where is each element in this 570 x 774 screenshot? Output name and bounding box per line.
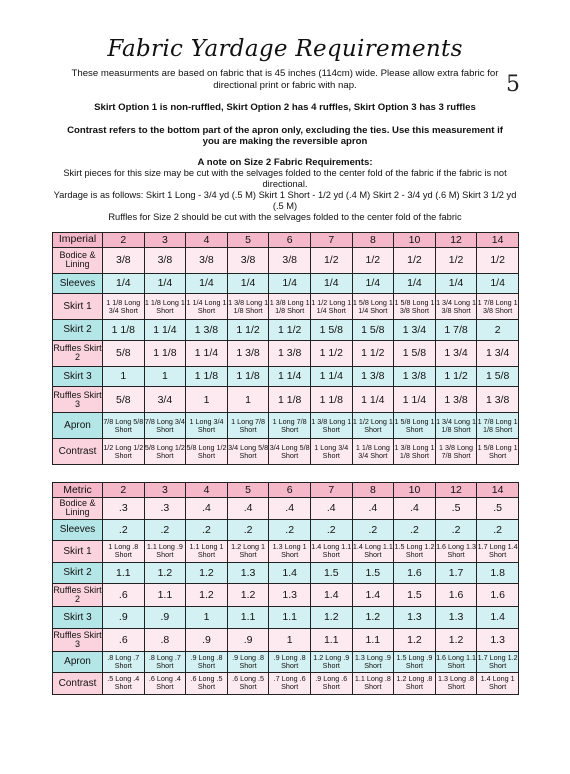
table-cell: 1 3/8 [435, 387, 477, 413]
table-cell: 1 7/8 [435, 320, 477, 341]
row-label: Ruffles Skirt 2 [53, 584, 103, 607]
table-cell: 1.1 [227, 607, 269, 629]
table-cell: 1.7 [435, 562, 477, 584]
table-cell: 3/8 [144, 247, 186, 273]
table-row [53, 519, 519, 541]
table-cell: 1.3 [394, 607, 436, 629]
table-cell: 1 3/8 [394, 366, 436, 387]
table-cell: .2 [144, 519, 186, 541]
table-cell: 1/4 [352, 273, 394, 294]
table-cell: 1.6 [435, 584, 477, 607]
table-cell: .5 [477, 498, 519, 520]
table-cell: 1 5/8 [352, 320, 394, 341]
table-cell: 1/4 [394, 273, 436, 294]
table-cell: 5/8 Long 1/2 Short [186, 439, 228, 465]
table-cell: .2 [227, 519, 269, 541]
table-cell: .2 [435, 519, 477, 541]
table-cell: 3/8 [227, 247, 269, 273]
table-cell: 1 3/8 Long 1 1/8 Short [227, 294, 269, 320]
table-cell: .2 [103, 519, 145, 541]
table-cell: 1 3/8 [352, 366, 394, 387]
size2-note-line3: Ruffles for Size 2 should be cut with the selvages folded to the center fold of the fabric [108, 211, 462, 222]
size-header: 4 [186, 483, 228, 498]
table-cell: 1 3/8 [186, 320, 228, 341]
table-row [53, 628, 519, 651]
table-cell: 3/4 Long 5/8 Short [269, 439, 311, 465]
table-cell: 1 3/8 Long 7/8 Short [435, 439, 477, 465]
table-cell: 2 [477, 320, 519, 341]
table-cell: 1.2 [435, 628, 477, 651]
table-cell: .9 Long .8 Short [186, 651, 228, 673]
table-cell: 1 1/4 Long 1 Short [186, 294, 228, 320]
table-cell: .8 [144, 628, 186, 651]
table-cell: 1 5/8 [394, 340, 436, 366]
table-cell: 1.7 Long 1.2 Short [477, 651, 519, 673]
table-cell: 1 1/8 [144, 340, 186, 366]
table-cell: 1 [269, 628, 311, 651]
table-cell: 3/4 Long 5/8 Short [227, 439, 269, 465]
table-cell: 1.3 [477, 628, 519, 651]
table-cell: 1 Long 3/4 Short [186, 413, 228, 439]
table-cell: 3/4 [144, 387, 186, 413]
table-cell: 1 Long 7/8 Short [269, 413, 311, 439]
table-cell: 1.2 Long .9 Short [310, 651, 352, 673]
row-label: Skirt 1 [53, 541, 103, 563]
table-cell: 1 1/8 [103, 320, 145, 341]
table-row [53, 294, 519, 320]
table-cell: .7 Long .6 Short [269, 673, 311, 695]
table-cell: 5/8 [103, 387, 145, 413]
size-header: 3 [144, 232, 186, 247]
table-cell: 1 [186, 387, 228, 413]
table-cell: 1 3/8 [477, 387, 519, 413]
row-label: Skirt 2 [53, 320, 103, 341]
table-cell: 1/4 [269, 273, 311, 294]
table-cell: 1 [103, 366, 145, 387]
metric-table [52, 482, 519, 695]
table-cell: 1 1/8 [227, 366, 269, 387]
table-cell: 1 1/2 [352, 340, 394, 366]
table-cell: 5/8 Long 1/2 Short [144, 439, 186, 465]
row-label: Bodice & Lining [53, 247, 103, 273]
table-cell: 1.5 Long 1.2 Short [394, 541, 436, 563]
table-cell: 1.8 [477, 562, 519, 584]
size2-note-line2: Yardage is as follows: Skirt 1 Long - 3/4 yd (.5 M) Skirt 1 Short - 1/2 yd (.4 M) Skirt 2 - 3/4 yd (.6 M) Skirt 3 1/2 yd (.5 M) [53, 189, 517, 211]
table-cell: 1/2 [477, 247, 519, 273]
row-label: Skirt 3 [53, 607, 103, 629]
header-row [53, 483, 519, 498]
table-cell: 1.1 [310, 628, 352, 651]
table-cell: .4 [310, 498, 352, 520]
table-cell: 1 [144, 366, 186, 387]
unit-header: Imperial [53, 232, 103, 247]
table-cell: 7/8 Long 3/4 Short [144, 413, 186, 439]
table-cell: 1/2 [394, 247, 436, 273]
table-cell: 1 1/2 [435, 366, 477, 387]
table-cell: 1 Long .8 Short [103, 541, 145, 563]
row-label: Bodice & Lining [53, 498, 103, 520]
table-cell: 1.6 [477, 584, 519, 607]
table-row [53, 439, 519, 465]
table-cell: 1.5 Long .9 Short [394, 651, 436, 673]
table-cell: 1.2 [186, 584, 228, 607]
table-cell: 1 3/4 Long 1 3/8 Short [435, 294, 477, 320]
imperial-table [52, 232, 519, 466]
page-title: Fabric Yardage Requirements [107, 36, 463, 62]
table-cell: 1 3/8 [227, 340, 269, 366]
table-cell: 1.3 Long 1 Short [269, 541, 311, 563]
table-cell: 1 1/2 [310, 340, 352, 366]
table-cell: 1.1 [269, 607, 311, 629]
table-cell: 1.2 [394, 628, 436, 651]
table-cell: .4 [269, 498, 311, 520]
table-cell: .8 Long .7 Short [144, 651, 186, 673]
table-cell: .3 [103, 498, 145, 520]
row-label: Skirt 1 [53, 294, 103, 320]
contrast-note: Contrast refers to the bottom part of the apron only, excluding the ties. Use this measurement if you are making the reversible apron [67, 124, 503, 147]
table-cell: 1.4 [477, 607, 519, 629]
table-cell: 1 [227, 387, 269, 413]
table-cell: .4 [227, 498, 269, 520]
table-cell: .4 [352, 498, 394, 520]
size-header: 10 [394, 483, 436, 498]
table-cell: 1 5/8 Long 1 1/4 Short [352, 294, 394, 320]
table-row [53, 366, 519, 387]
table-cell: 1.4 Long 1.1 Short [352, 541, 394, 563]
row-label: Apron [53, 413, 103, 439]
table-cell: 1.3 [227, 562, 269, 584]
size-header: 5 [227, 232, 269, 247]
table-cell: 1 1/8 [186, 366, 228, 387]
table-cell: 1/2 [435, 247, 477, 273]
table-cell: 1 7/8 Long 1 1/8 Short [477, 413, 519, 439]
table-cell: .4 [186, 498, 228, 520]
table-cell: 3/8 [186, 247, 228, 273]
table-cell: 1.2 Long 1 Short [227, 541, 269, 563]
table-cell: 1 1/8 Long 1 Short [144, 294, 186, 320]
table-cell: 1.1 [144, 584, 186, 607]
size-header: 8 [352, 483, 394, 498]
table-cell: 1/2 [352, 247, 394, 273]
table-cell: .6 Long .4 Short [144, 673, 186, 695]
table-cell: 1 Long 3/4 Short [310, 439, 352, 465]
table-cell: 1.3 [435, 607, 477, 629]
table-cell: 1.2 [227, 584, 269, 607]
size2-note [50, 157, 520, 223]
size-header: 14 [477, 483, 519, 498]
size2-note-line1: Skirt pieces for this size may be cut with the selvages folded to the center fold of the fabric if the fabric is not directional. [63, 167, 507, 189]
table-cell: 1.4 [352, 584, 394, 607]
table-row [53, 498, 519, 520]
page-number: 5 [506, 72, 520, 97]
table-cell: 1 Long 7/8 Short [227, 413, 269, 439]
table-cell: 1/4 [103, 273, 145, 294]
row-label: Contrast [53, 673, 103, 695]
size2-note-title: A note on Size 2 Fabric Requirements: [197, 156, 373, 168]
table-cell: .2 [269, 519, 311, 541]
table-cell: 1.2 Long .8 Short [394, 673, 436, 695]
table-cell: 1 1/2 Long 1 Short [352, 413, 394, 439]
table-cell: .8 Long .7 Short [103, 651, 145, 673]
table-cell: 1 5/8 Long 1 3/8 Short [394, 294, 436, 320]
table-cell: 1.4 [269, 562, 311, 584]
table-cell: 1 1/4 [310, 366, 352, 387]
row-label: Sleeves [53, 273, 103, 294]
size-header: 8 [352, 232, 394, 247]
table-cell: 1.3 Long .8 Short [435, 673, 477, 695]
table-cell: .9 Long .8 Short [269, 651, 311, 673]
table-cell: .9 [186, 628, 228, 651]
table-cell: 1.2 [186, 562, 228, 584]
table-cell: .5 [435, 498, 477, 520]
table-cell: .9 Long .8 Short [227, 651, 269, 673]
table-cell: 5/8 [103, 340, 145, 366]
table-row [53, 387, 519, 413]
table-cell: 1.1 [103, 562, 145, 584]
table-cell: 1 1/4 [186, 340, 228, 366]
table-cell: 1.2 [352, 607, 394, 629]
row-label: Skirt 3 [53, 366, 103, 387]
table-cell: .2 [186, 519, 228, 541]
table-cell: 1 3/4 [394, 320, 436, 341]
table-cell: .2 [477, 519, 519, 541]
table-cell: 1 1/4 [269, 366, 311, 387]
table-cell: 1 1/2 [227, 320, 269, 341]
row-label: Skirt 2 [53, 562, 103, 584]
size-header: 6 [269, 483, 311, 498]
table-cell: .2 [352, 519, 394, 541]
table-cell: .2 [310, 519, 352, 541]
table-cell: 1 1/2 Long 1 1/4 Short [310, 294, 352, 320]
table-cell: .9 [144, 607, 186, 629]
table-cell: 1 7/8 Long 1 3/8 Short [477, 294, 519, 320]
table-cell: 1/4 [310, 273, 352, 294]
table-cell: 1 1/8 [269, 387, 311, 413]
table-row [53, 273, 519, 294]
table-cell: 1.2 [310, 607, 352, 629]
table-cell: .6 [103, 584, 145, 607]
table-cell: 1.7 Long 1.4 Short [477, 541, 519, 563]
table-cell: 1.3 [269, 584, 311, 607]
table-cell: .6 Long .5 Short [186, 673, 228, 695]
table-cell: 1 3/4 [435, 340, 477, 366]
table-cell: 1 1/8 [310, 387, 352, 413]
table-cell: 1 [186, 607, 228, 629]
table-cell: 1/4 [435, 273, 477, 294]
table-row [53, 541, 519, 563]
table-cell: 1 3/4 Long 1 1/8 Short [435, 413, 477, 439]
table-row [53, 247, 519, 273]
size-header: 6 [269, 232, 311, 247]
table-cell: 1 1/8 Long 3/4 Short [352, 439, 394, 465]
table-cell: .5 Long .4 Short [103, 673, 145, 695]
size-header: 12 [435, 483, 477, 498]
table-cell: 1/2 Long 1/2 Short [103, 439, 145, 465]
unit-header: Metric [53, 483, 103, 498]
size-header: 7 [310, 483, 352, 498]
table-cell: 7/8 Long 5/8 Short [103, 413, 145, 439]
row-label: Sleeves [53, 519, 103, 541]
size-header: 5 [227, 483, 269, 498]
size-header: 3 [144, 483, 186, 498]
table-cell: 1/4 [186, 273, 228, 294]
table-row [53, 584, 519, 607]
table-cell: 1 5/8 Long 1 Short [477, 439, 519, 465]
row-label: Ruffles Skirt 3 [53, 387, 103, 413]
row-label: Ruffles Skirt 3 [53, 628, 103, 651]
table-cell: 3/8 [269, 247, 311, 273]
header-row [53, 232, 519, 247]
table-cell: 1 3/8 [269, 340, 311, 366]
table-cell: 1 3/8 Long 1 Short [310, 413, 352, 439]
size-header: 2 [103, 483, 145, 498]
table-cell: 1 5/8 [477, 366, 519, 387]
table-cell: .6 [103, 628, 145, 651]
size-header: 12 [435, 232, 477, 247]
intro-text: These measurments are based on fabric that is 45 inches (114cm) wide. Please allow extra fabric for directional print or fabric with nap. [71, 68, 499, 91]
table-cell: 1/2 [310, 247, 352, 273]
table-cell: 1 5/8 Long 1 Short [394, 413, 436, 439]
table-row [53, 607, 519, 629]
table-cell: .9 [103, 607, 145, 629]
table-cell: 1/4 [477, 273, 519, 294]
table-cell: 1.2 [144, 562, 186, 584]
table-cell: .2 [394, 519, 436, 541]
size-header: 4 [186, 232, 228, 247]
table-cell: 1 1/4 [394, 387, 436, 413]
table-cell: 1.5 [394, 584, 436, 607]
table-cell: 1 5/8 [310, 320, 352, 341]
row-label: Ruffles Skirt 2 [53, 340, 103, 366]
table-cell: 1 3/8 Long 1 1/8 Short [394, 439, 436, 465]
table-cell: 1.6 [394, 562, 436, 584]
size-header: 7 [310, 232, 352, 247]
size-header: 14 [477, 232, 519, 247]
size-header: 2 [103, 232, 145, 247]
table-cell: 1 1/2 [269, 320, 311, 341]
table-cell: 1.1 [352, 628, 394, 651]
table-cell: 1.5 [352, 562, 394, 584]
table-cell: 1.4 Long 1.1 Short [310, 541, 352, 563]
table-cell: 1.3 Long .9 Short [352, 651, 394, 673]
table-cell: 1/4 [144, 273, 186, 294]
table-cell: 3/8 [103, 247, 145, 273]
table-row [53, 651, 519, 673]
skirt-options-note: Skirt Option 1 is non-ruffled, Skirt Option 2 has 4 ruffles, Skirt Option 3 has 3 ruffles [94, 102, 476, 113]
table-row [53, 340, 519, 366]
table-cell: .9 [227, 628, 269, 651]
table-cell: 1 1/8 Long 3/4 Short [103, 294, 145, 320]
table-row [53, 320, 519, 341]
table-cell: .3 [144, 498, 186, 520]
row-label: Contrast [53, 439, 103, 465]
table-cell: 1 3/8 Long 1 1/8 Short [269, 294, 311, 320]
table-cell: 1.4 Long 1 Short [477, 673, 519, 695]
table-cell: 1.1 Long .9 Short [144, 541, 186, 563]
table-cell: .9 Long .6 Short [310, 673, 352, 695]
table-cell: 1 1/4 [144, 320, 186, 341]
table-row [53, 562, 519, 584]
table-row [53, 413, 519, 439]
table-cell: 1/4 [227, 273, 269, 294]
table-cell: 1 3/4 [477, 340, 519, 366]
size-header: 10 [394, 232, 436, 247]
table-cell: 1.5 [310, 562, 352, 584]
table-cell: 1.1 Long .8 Short [352, 673, 394, 695]
table-row [53, 673, 519, 695]
table-cell: 1 1/4 [352, 387, 394, 413]
table-cell: .6 Long .5 Short [227, 673, 269, 695]
table-cell: 1.6 Long 1.3 Short [435, 541, 477, 563]
table-cell: 1.6 Long 1.1 Short [435, 651, 477, 673]
table-cell: 1.1 Long 1 Short [186, 541, 228, 563]
table-cell: .4 [394, 498, 436, 520]
table-cell: 1.4 [310, 584, 352, 607]
row-label: Apron [53, 651, 103, 673]
